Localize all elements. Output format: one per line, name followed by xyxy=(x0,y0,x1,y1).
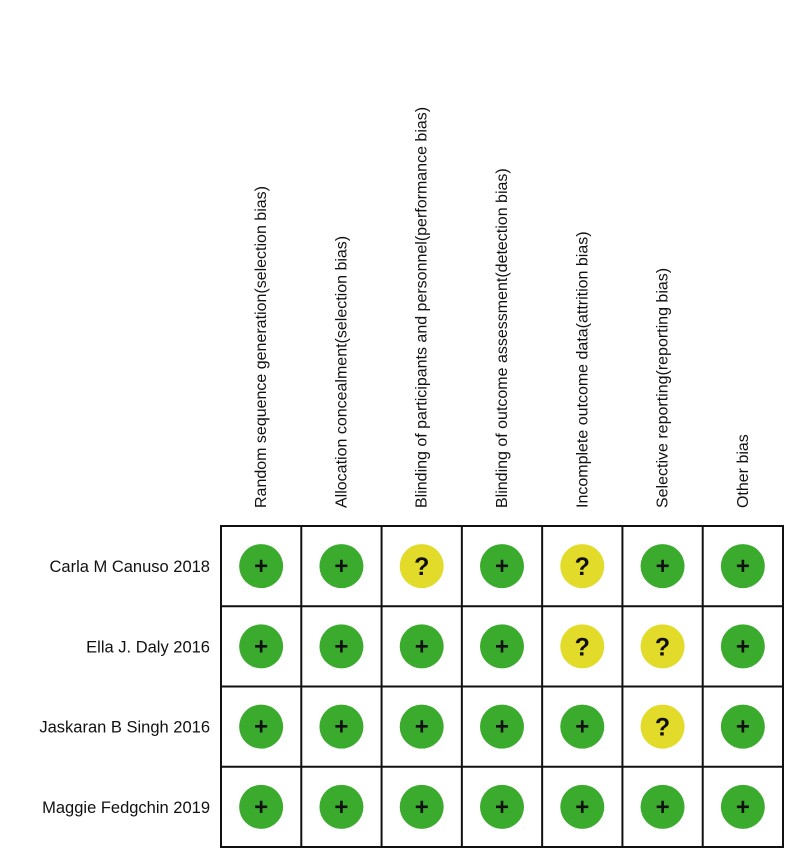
column-header-4: Incomplete outcome data(attrition bias) xyxy=(574,231,592,508)
judgement-symbol: + xyxy=(254,793,269,821)
judgement-symbol: + xyxy=(494,793,510,821)
column-header-1: Allocation concealment(selection bias) xyxy=(333,235,351,508)
row-label-2: Jaskaran B Singh 2016 xyxy=(39,718,210,737)
judgement-symbol: + xyxy=(414,633,429,661)
judgement-symbol: + xyxy=(575,713,590,741)
row-label-0: Carla M Canuso 2018 xyxy=(49,558,210,577)
low-risk-icon xyxy=(319,705,363,749)
column-header-3: Blinding of outcome assessment(detection bias) xyxy=(494,168,511,508)
low-risk-icon xyxy=(400,705,444,749)
low-risk-icon xyxy=(400,624,444,668)
judgement-symbol: + xyxy=(254,553,269,581)
judgement-symbol: + xyxy=(494,713,510,741)
row-label-1: Ella J. Daly 2016 xyxy=(86,638,210,657)
judgement-symbol: + xyxy=(735,553,750,581)
low-risk-icon xyxy=(721,544,765,588)
low-risk-icon xyxy=(239,544,283,588)
low-risk-icon xyxy=(480,785,524,829)
unclear-risk-icon xyxy=(641,624,685,668)
low-risk-icon xyxy=(319,785,363,829)
low-risk-icon xyxy=(319,544,363,588)
judgement-symbol: + xyxy=(334,553,349,581)
low-risk-icon xyxy=(480,705,524,749)
low-risk-icon xyxy=(239,624,283,668)
low-risk-icon xyxy=(480,544,524,588)
row-label-3: Maggie Fedgchin 2019 xyxy=(42,798,210,817)
judgement-symbol: ? xyxy=(574,553,590,582)
judgement-symbol: + xyxy=(334,713,349,741)
judgement-symbol: + xyxy=(735,713,750,741)
column-header-2: Blinding of participants and personnel(performance bias) xyxy=(413,106,431,508)
judgement-symbol: + xyxy=(655,553,670,581)
judgement-symbol: + xyxy=(414,793,429,821)
row-labels xyxy=(39,558,210,817)
column-headers xyxy=(253,107,752,508)
low-risk-icon xyxy=(239,785,283,829)
judgement-symbol: + xyxy=(254,633,269,661)
low-risk-icon xyxy=(480,624,524,668)
judgement-symbol: + xyxy=(735,633,750,661)
judgement-symbol: + xyxy=(494,633,510,661)
unclear-risk-icon xyxy=(560,624,604,668)
judgement-symbol: + xyxy=(334,633,349,661)
unclear-risk-icon xyxy=(641,705,685,749)
judgement-symbol: ? xyxy=(414,553,430,582)
low-risk-icon xyxy=(721,785,765,829)
low-risk-icon xyxy=(560,785,604,829)
unclear-risk-icon xyxy=(400,544,444,588)
column-header-6: Other bias xyxy=(734,434,752,508)
low-risk-icon xyxy=(721,705,765,749)
judgement-symbol: ? xyxy=(654,713,671,742)
low-risk-icon xyxy=(721,624,765,668)
column-header-5: Selective reporting(reporting bias) xyxy=(654,267,672,508)
judgement-symbol: + xyxy=(575,793,590,821)
judgement-symbol: + xyxy=(414,713,429,741)
judgement-symbol: + xyxy=(254,713,269,741)
low-risk-icon xyxy=(239,705,283,749)
judgement-symbol: ? xyxy=(654,633,671,662)
unclear-risk-icon xyxy=(560,544,604,588)
low-risk-icon xyxy=(641,544,685,588)
column-header-0: Random sequence generation(selection bias) xyxy=(253,186,271,508)
judgement-symbol: + xyxy=(655,793,670,821)
low-risk-icon xyxy=(400,785,444,829)
low-risk-icon xyxy=(560,705,604,749)
judgement-symbol: + xyxy=(735,793,750,821)
low-risk-icon xyxy=(641,785,685,829)
judgement-symbol: + xyxy=(334,793,349,821)
low-risk-icon xyxy=(319,624,363,668)
judgement-symbol: + xyxy=(494,553,510,581)
judgement-symbol: ? xyxy=(574,633,590,662)
